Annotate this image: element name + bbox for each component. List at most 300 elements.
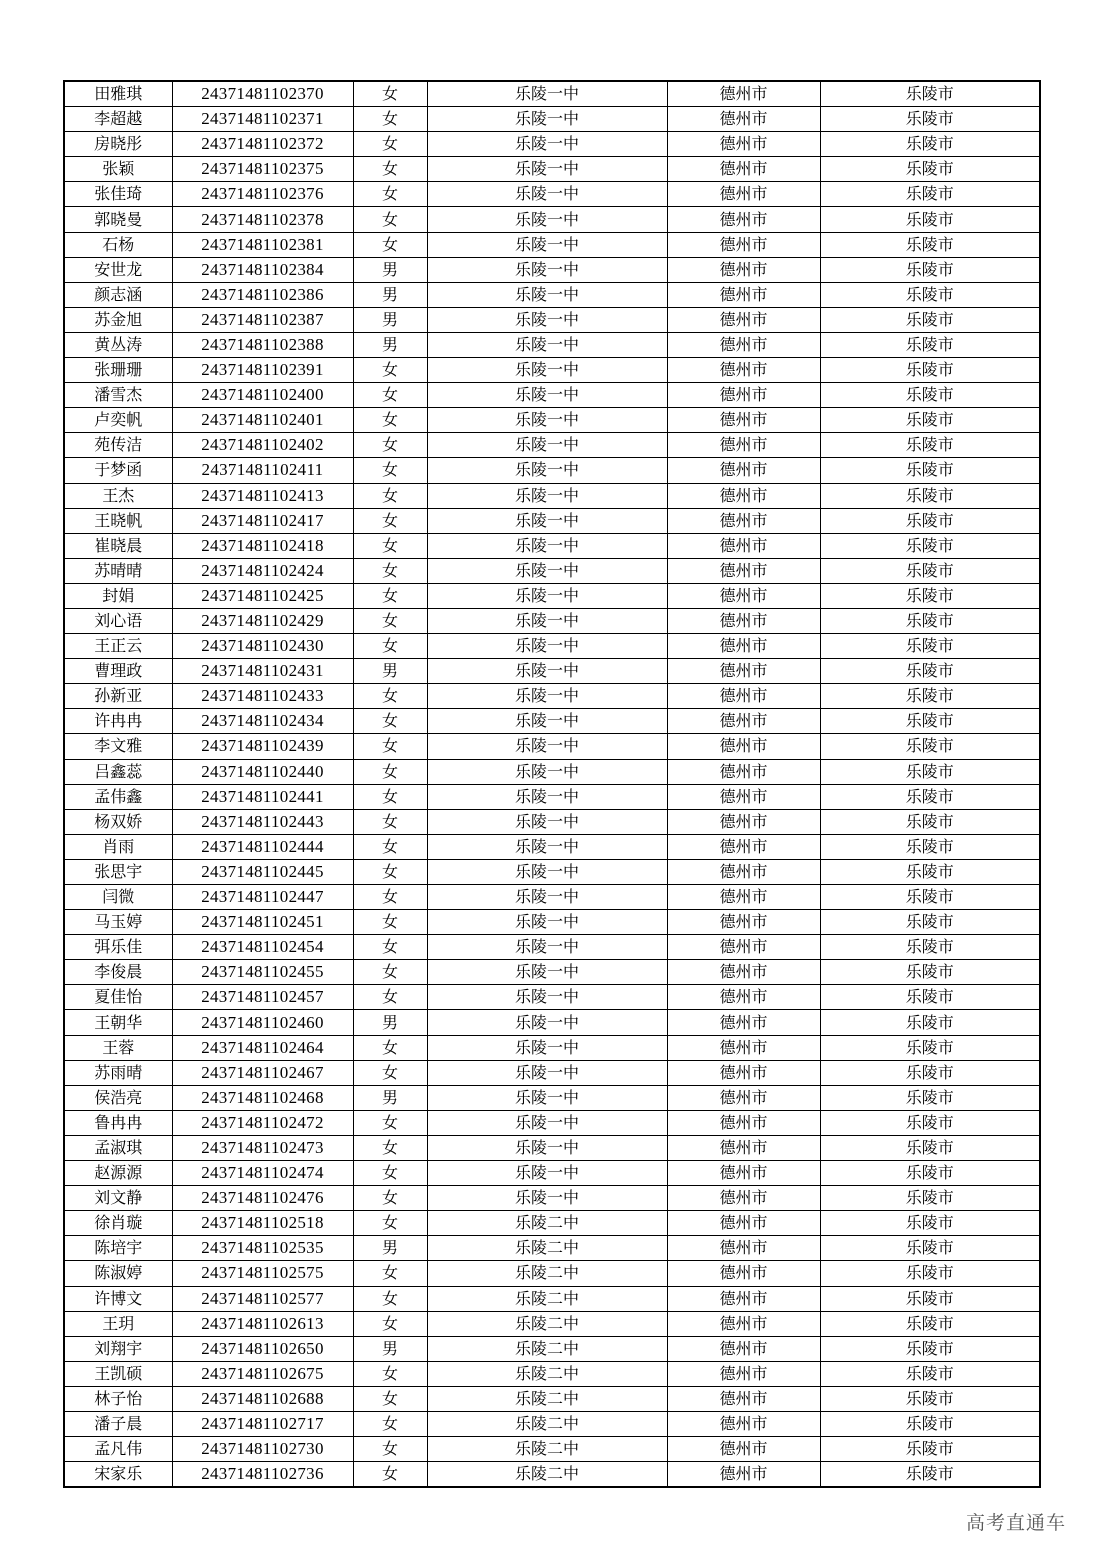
gender-cell: 女 — [353, 608, 427, 633]
name-cell: 孙新亚 — [64, 684, 172, 709]
gender-cell: 女 — [353, 408, 427, 433]
name-cell: 王朝华 — [64, 1010, 172, 1035]
city-cell: 德州市 — [667, 634, 820, 659]
table-row — [64, 107, 1040, 132]
gender-cell: 男 — [353, 257, 427, 282]
city-cell: 德州市 — [667, 960, 820, 985]
county-cell: 乐陵市 — [820, 1186, 1040, 1211]
table-row — [64, 132, 1040, 157]
gender-cell: 男 — [353, 1085, 427, 1110]
city-cell: 德州市 — [667, 558, 820, 583]
city-cell: 德州市 — [667, 885, 820, 910]
table-row — [64, 383, 1040, 408]
city-cell: 德州市 — [667, 232, 820, 257]
gender-cell: 女 — [353, 910, 427, 935]
school-cell: 乐陵一中 — [427, 1060, 667, 1085]
gender-cell: 女 — [353, 859, 427, 884]
exam-number-cell: 24371481102425 — [172, 583, 353, 608]
city-cell: 德州市 — [667, 1035, 820, 1060]
name-cell: 封娟 — [64, 583, 172, 608]
county-cell: 乐陵市 — [820, 558, 1040, 583]
exam-number-cell: 24371481102439 — [172, 734, 353, 759]
county-cell: 乐陵市 — [820, 583, 1040, 608]
county-cell: 乐陵市 — [820, 1211, 1040, 1236]
school-cell: 乐陵一中 — [427, 1085, 667, 1110]
table-row — [64, 282, 1040, 307]
county-cell: 乐陵市 — [820, 834, 1040, 859]
school-cell: 乐陵一中 — [427, 257, 667, 282]
gender-cell: 女 — [353, 1437, 427, 1462]
table-row — [64, 1361, 1040, 1386]
name-cell: 宋家乐 — [64, 1462, 172, 1488]
city-cell: 德州市 — [667, 483, 820, 508]
county-cell: 乐陵市 — [820, 1261, 1040, 1286]
name-cell: 赵源源 — [64, 1161, 172, 1186]
school-cell: 乐陵一中 — [427, 985, 667, 1010]
city-cell: 德州市 — [667, 157, 820, 182]
name-cell: 陈培宇 — [64, 1236, 172, 1261]
school-cell: 乐陵二中 — [427, 1236, 667, 1261]
school-cell: 乐陵二中 — [427, 1336, 667, 1361]
county-cell: 乐陵市 — [820, 257, 1040, 282]
name-cell: 李俊晨 — [64, 960, 172, 985]
city-cell: 德州市 — [667, 1437, 820, 1462]
name-cell: 侯浩亮 — [64, 1085, 172, 1110]
name-cell: 王正云 — [64, 634, 172, 659]
school-cell: 乐陵一中 — [427, 1110, 667, 1135]
table-row — [64, 1135, 1040, 1160]
school-cell: 乐陵二中 — [427, 1437, 667, 1462]
exam-number-cell: 24371481102418 — [172, 533, 353, 558]
exam-number-cell: 24371481102384 — [172, 257, 353, 282]
name-cell: 苏金旭 — [64, 307, 172, 332]
exam-number-cell: 24371481102378 — [172, 207, 353, 232]
name-cell: 于梦函 — [64, 458, 172, 483]
gender-cell: 女 — [353, 1035, 427, 1060]
school-cell: 乐陵一中 — [427, 358, 667, 383]
gender-cell: 女 — [353, 809, 427, 834]
county-cell: 乐陵市 — [820, 1411, 1040, 1436]
gender-cell: 女 — [353, 182, 427, 207]
name-cell: 孟伟鑫 — [64, 784, 172, 809]
city-cell: 德州市 — [667, 182, 820, 207]
school-cell: 乐陵一中 — [427, 182, 667, 207]
gender-cell: 女 — [353, 684, 427, 709]
gender-cell: 男 — [353, 307, 427, 332]
table-row — [64, 207, 1040, 232]
table-row — [64, 483, 1040, 508]
gender-cell: 女 — [353, 533, 427, 558]
table-row — [64, 182, 1040, 207]
gender-cell: 女 — [353, 433, 427, 458]
table-row — [64, 885, 1040, 910]
name-cell: 张颖 — [64, 157, 172, 182]
exam-number-cell: 24371481102730 — [172, 1437, 353, 1462]
school-cell: 乐陵一中 — [427, 307, 667, 332]
city-cell: 德州市 — [667, 1236, 820, 1261]
name-cell: 潘子晨 — [64, 1411, 172, 1436]
exam-number-cell: 24371481102433 — [172, 684, 353, 709]
county-cell: 乐陵市 — [820, 1085, 1040, 1110]
county-cell: 乐陵市 — [820, 533, 1040, 558]
school-cell: 乐陵一中 — [427, 332, 667, 357]
school-cell: 乐陵一中 — [427, 1135, 667, 1160]
county-cell: 乐陵市 — [820, 985, 1040, 1010]
city-cell: 德州市 — [667, 1211, 820, 1236]
table-row — [64, 608, 1040, 633]
county-cell: 乐陵市 — [820, 1462, 1040, 1488]
name-cell: 颜志涵 — [64, 282, 172, 307]
gender-cell: 女 — [353, 1361, 427, 1386]
gender-cell: 女 — [353, 232, 427, 257]
table-row — [64, 1060, 1040, 1085]
county-cell: 乐陵市 — [820, 307, 1040, 332]
city-cell: 德州市 — [667, 1186, 820, 1211]
school-cell: 乐陵一中 — [427, 784, 667, 809]
city-cell: 德州市 — [667, 332, 820, 357]
gender-cell: 女 — [353, 1211, 427, 1236]
gender-cell: 女 — [353, 1135, 427, 1160]
table-row — [64, 583, 1040, 608]
table-row — [64, 960, 1040, 985]
city-cell: 德州市 — [667, 759, 820, 784]
exam-number-cell: 24371481102375 — [172, 157, 353, 182]
name-cell: 马玉婷 — [64, 910, 172, 935]
name-cell: 林子怡 — [64, 1386, 172, 1411]
name-cell: 刘文静 — [64, 1186, 172, 1211]
school-cell: 乐陵一中 — [427, 508, 667, 533]
table-row — [64, 307, 1040, 332]
name-cell: 杨双娇 — [64, 809, 172, 834]
gender-cell: 女 — [353, 358, 427, 383]
roster-table — [63, 80, 1041, 1488]
name-cell: 石杨 — [64, 232, 172, 257]
city-cell: 德州市 — [667, 1010, 820, 1035]
city-cell: 德州市 — [667, 132, 820, 157]
gender-cell: 女 — [353, 960, 427, 985]
exam-number-cell: 24371481102451 — [172, 910, 353, 935]
county-cell: 乐陵市 — [820, 207, 1040, 232]
gender-cell: 女 — [353, 132, 427, 157]
city-cell: 德州市 — [667, 910, 820, 935]
name-cell: 王杰 — [64, 483, 172, 508]
gender-cell: 女 — [353, 157, 427, 182]
name-cell: 孟淑琪 — [64, 1135, 172, 1160]
school-cell: 乐陵一中 — [427, 1161, 667, 1186]
school-cell: 乐陵一中 — [427, 809, 667, 834]
table-row — [64, 1311, 1040, 1336]
city-cell: 德州市 — [667, 734, 820, 759]
gender-cell: 女 — [353, 1060, 427, 1085]
gender-cell: 女 — [353, 1261, 427, 1286]
table-row — [64, 634, 1040, 659]
county-cell: 乐陵市 — [820, 1110, 1040, 1135]
city-cell: 德州市 — [667, 1411, 820, 1436]
name-cell: 鲁冉冉 — [64, 1110, 172, 1135]
school-cell: 乐陵二中 — [427, 1462, 667, 1488]
gender-cell: 男 — [353, 282, 427, 307]
name-cell: 弭乐佳 — [64, 935, 172, 960]
county-cell: 乐陵市 — [820, 659, 1040, 684]
city-cell: 德州市 — [667, 107, 820, 132]
name-cell: 房晓彤 — [64, 132, 172, 157]
exam-number-cell: 24371481102464 — [172, 1035, 353, 1060]
county-cell: 乐陵市 — [820, 132, 1040, 157]
exam-number-cell: 24371481102454 — [172, 935, 353, 960]
table-row — [64, 1161, 1040, 1186]
school-cell: 乐陵一中 — [427, 960, 667, 985]
exam-number-cell: 24371481102430 — [172, 634, 353, 659]
table-row — [64, 1236, 1040, 1261]
county-cell: 乐陵市 — [820, 332, 1040, 357]
table-row — [64, 659, 1040, 684]
gender-cell: 女 — [353, 1462, 427, 1488]
city-cell: 德州市 — [667, 358, 820, 383]
exam-number-cell: 24371481102370 — [172, 81, 353, 107]
name-cell: 刘心语 — [64, 608, 172, 633]
city-cell: 德州市 — [667, 985, 820, 1010]
county-cell: 乐陵市 — [820, 383, 1040, 408]
name-cell: 李文雅 — [64, 734, 172, 759]
table-row — [64, 332, 1040, 357]
city-cell: 德州市 — [667, 533, 820, 558]
exam-number-cell: 24371481102401 — [172, 408, 353, 433]
school-cell: 乐陵二中 — [427, 1261, 667, 1286]
exam-number-cell: 24371481102577 — [172, 1286, 353, 1311]
city-cell: 德州市 — [667, 81, 820, 107]
school-cell: 乐陵一中 — [427, 107, 667, 132]
exam-number-cell: 24371481102381 — [172, 232, 353, 257]
county-cell: 乐陵市 — [820, 1060, 1040, 1085]
city-cell: 德州市 — [667, 1286, 820, 1311]
school-cell: 乐陵一中 — [427, 608, 667, 633]
table-row — [64, 709, 1040, 734]
table-row — [64, 458, 1040, 483]
table-row — [64, 232, 1040, 257]
county-cell: 乐陵市 — [820, 759, 1040, 784]
city-cell: 德州市 — [667, 383, 820, 408]
county-cell: 乐陵市 — [820, 709, 1040, 734]
name-cell: 王蓉 — [64, 1035, 172, 1060]
city-cell: 德州市 — [667, 1060, 820, 1085]
gender-cell: 男 — [353, 332, 427, 357]
gender-cell: 女 — [353, 734, 427, 759]
table-row — [64, 81, 1040, 107]
table-row — [64, 985, 1040, 1010]
county-cell: 乐陵市 — [820, 1437, 1040, 1462]
city-cell: 德州市 — [667, 257, 820, 282]
city-cell: 德州市 — [667, 935, 820, 960]
city-cell: 德州市 — [667, 1361, 820, 1386]
county-cell: 乐陵市 — [820, 358, 1040, 383]
table-row — [64, 1261, 1040, 1286]
city-cell: 德州市 — [667, 282, 820, 307]
name-cell: 崔晓晨 — [64, 533, 172, 558]
city-cell: 德州市 — [667, 1311, 820, 1336]
city-cell: 德州市 — [667, 809, 820, 834]
gender-cell: 女 — [353, 508, 427, 533]
exam-number-cell: 24371481102424 — [172, 558, 353, 583]
gender-cell: 女 — [353, 1161, 427, 1186]
name-cell: 苏晴晴 — [64, 558, 172, 583]
name-cell: 徐肖璇 — [64, 1211, 172, 1236]
school-cell: 乐陵一中 — [427, 759, 667, 784]
school-cell: 乐陵一中 — [427, 583, 667, 608]
exam-number-cell: 24371481102413 — [172, 483, 353, 508]
table-row — [64, 910, 1040, 935]
gender-cell: 女 — [353, 483, 427, 508]
name-cell: 许博文 — [64, 1286, 172, 1311]
school-cell: 乐陵一中 — [427, 383, 667, 408]
school-cell: 乐陵一中 — [427, 684, 667, 709]
city-cell: 德州市 — [667, 583, 820, 608]
gender-cell: 女 — [353, 558, 427, 583]
table-row — [64, 508, 1040, 533]
school-cell: 乐陵一中 — [427, 709, 667, 734]
city-cell: 德州市 — [667, 659, 820, 684]
school-cell: 乐陵二中 — [427, 1211, 667, 1236]
exam-number-cell: 24371481102402 — [172, 433, 353, 458]
gender-cell: 女 — [353, 759, 427, 784]
county-cell: 乐陵市 — [820, 809, 1040, 834]
table-row — [64, 1411, 1040, 1436]
school-cell: 乐陵二中 — [427, 1311, 667, 1336]
exam-number-cell: 24371481102476 — [172, 1186, 353, 1211]
city-cell: 德州市 — [667, 1336, 820, 1361]
school-cell: 乐陵一中 — [427, 910, 667, 935]
table-row — [64, 1010, 1040, 1035]
city-cell: 德州市 — [667, 1261, 820, 1286]
county-cell: 乐陵市 — [820, 1336, 1040, 1361]
city-cell: 德州市 — [667, 1110, 820, 1135]
city-cell: 德州市 — [667, 784, 820, 809]
name-cell: 安世龙 — [64, 257, 172, 282]
city-cell: 德州市 — [667, 1462, 820, 1488]
school-cell: 乐陵一中 — [427, 885, 667, 910]
exam-number-cell: 24371481102411 — [172, 458, 353, 483]
exam-number-cell: 24371481102460 — [172, 1010, 353, 1035]
table-row — [64, 1462, 1040, 1488]
name-cell: 苏雨晴 — [64, 1060, 172, 1085]
school-cell: 乐陵一中 — [427, 483, 667, 508]
exam-number-cell: 24371481102575 — [172, 1261, 353, 1286]
table-row — [64, 684, 1040, 709]
table-row — [64, 157, 1040, 182]
gender-cell: 女 — [353, 1286, 427, 1311]
table-row — [64, 1386, 1040, 1411]
table-row — [64, 734, 1040, 759]
name-cell: 李超越 — [64, 107, 172, 132]
name-cell: 孟凡伟 — [64, 1437, 172, 1462]
county-cell: 乐陵市 — [820, 608, 1040, 633]
gender-cell: 女 — [353, 207, 427, 232]
exam-number-cell: 24371481102431 — [172, 659, 353, 684]
city-cell: 德州市 — [667, 709, 820, 734]
county-cell: 乐陵市 — [820, 1361, 1040, 1386]
exam-number-cell: 24371481102473 — [172, 1135, 353, 1160]
school-cell: 乐陵一中 — [427, 282, 667, 307]
name-cell: 张珊珊 — [64, 358, 172, 383]
exam-number-cell: 24371481102675 — [172, 1361, 353, 1386]
county-cell: 乐陵市 — [820, 408, 1040, 433]
name-cell: 张思宇 — [64, 859, 172, 884]
exam-number-cell: 24371481102650 — [172, 1336, 353, 1361]
county-cell: 乐陵市 — [820, 1010, 1040, 1035]
exam-number-cell: 24371481102717 — [172, 1411, 353, 1436]
exam-number-cell: 24371481102613 — [172, 1311, 353, 1336]
exam-number-cell: 24371481102455 — [172, 960, 353, 985]
school-cell: 乐陵一中 — [427, 408, 667, 433]
city-cell: 德州市 — [667, 834, 820, 859]
exam-number-cell: 24371481102386 — [172, 282, 353, 307]
table-row — [64, 257, 1040, 282]
exam-number-cell: 24371481102447 — [172, 885, 353, 910]
county-cell: 乐陵市 — [820, 282, 1040, 307]
name-cell: 夏佳怡 — [64, 985, 172, 1010]
table-row — [64, 433, 1040, 458]
name-cell: 王玥 — [64, 1311, 172, 1336]
name-cell: 田雅琪 — [64, 81, 172, 107]
county-cell: 乐陵市 — [820, 634, 1040, 659]
county-cell: 乐陵市 — [820, 458, 1040, 483]
county-cell: 乐陵市 — [820, 935, 1040, 960]
county-cell: 乐陵市 — [820, 182, 1040, 207]
name-cell: 陈淑婷 — [64, 1261, 172, 1286]
gender-cell: 女 — [353, 583, 427, 608]
exam-number-cell: 24371481102391 — [172, 358, 353, 383]
exam-number-cell: 24371481102376 — [172, 182, 353, 207]
table-row — [64, 1286, 1040, 1311]
gender-cell: 女 — [353, 634, 427, 659]
county-cell: 乐陵市 — [820, 157, 1040, 182]
exam-number-cell: 24371481102467 — [172, 1060, 353, 1085]
school-cell: 乐陵一中 — [427, 458, 667, 483]
school-cell: 乐陵二中 — [427, 1411, 667, 1436]
table-row — [64, 1186, 1040, 1211]
exam-number-cell: 24371481102371 — [172, 107, 353, 132]
county-cell: 乐陵市 — [820, 1236, 1040, 1261]
city-cell: 德州市 — [667, 408, 820, 433]
gender-cell: 女 — [353, 107, 427, 132]
exam-number-cell: 24371481102388 — [172, 332, 353, 357]
school-cell: 乐陵一中 — [427, 1186, 667, 1211]
city-cell: 德州市 — [667, 433, 820, 458]
school-cell: 乐陵一中 — [427, 433, 667, 458]
gender-cell: 女 — [353, 709, 427, 734]
school-cell: 乐陵一中 — [427, 81, 667, 107]
exam-number-cell: 24371481102441 — [172, 784, 353, 809]
city-cell: 德州市 — [667, 608, 820, 633]
city-cell: 德州市 — [667, 859, 820, 884]
gender-cell: 女 — [353, 1311, 427, 1336]
school-cell: 乐陵一中 — [427, 859, 667, 884]
gender-cell: 男 — [353, 1010, 427, 1035]
exam-number-cell: 24371481102372 — [172, 132, 353, 157]
name-cell: 郭晓曼 — [64, 207, 172, 232]
school-cell: 乐陵一中 — [427, 558, 667, 583]
county-cell: 乐陵市 — [820, 684, 1040, 709]
school-cell: 乐陵一中 — [427, 1035, 667, 1060]
exam-number-cell: 24371481102387 — [172, 307, 353, 332]
table-row — [64, 533, 1040, 558]
name-cell: 吕鑫蕊 — [64, 759, 172, 784]
county-cell: 乐陵市 — [820, 960, 1040, 985]
exam-number-cell: 24371481102434 — [172, 709, 353, 734]
table-row — [64, 358, 1040, 383]
name-cell: 苑传洁 — [64, 433, 172, 458]
school-cell: 乐陵一中 — [427, 533, 667, 558]
name-cell: 闫微 — [64, 885, 172, 910]
